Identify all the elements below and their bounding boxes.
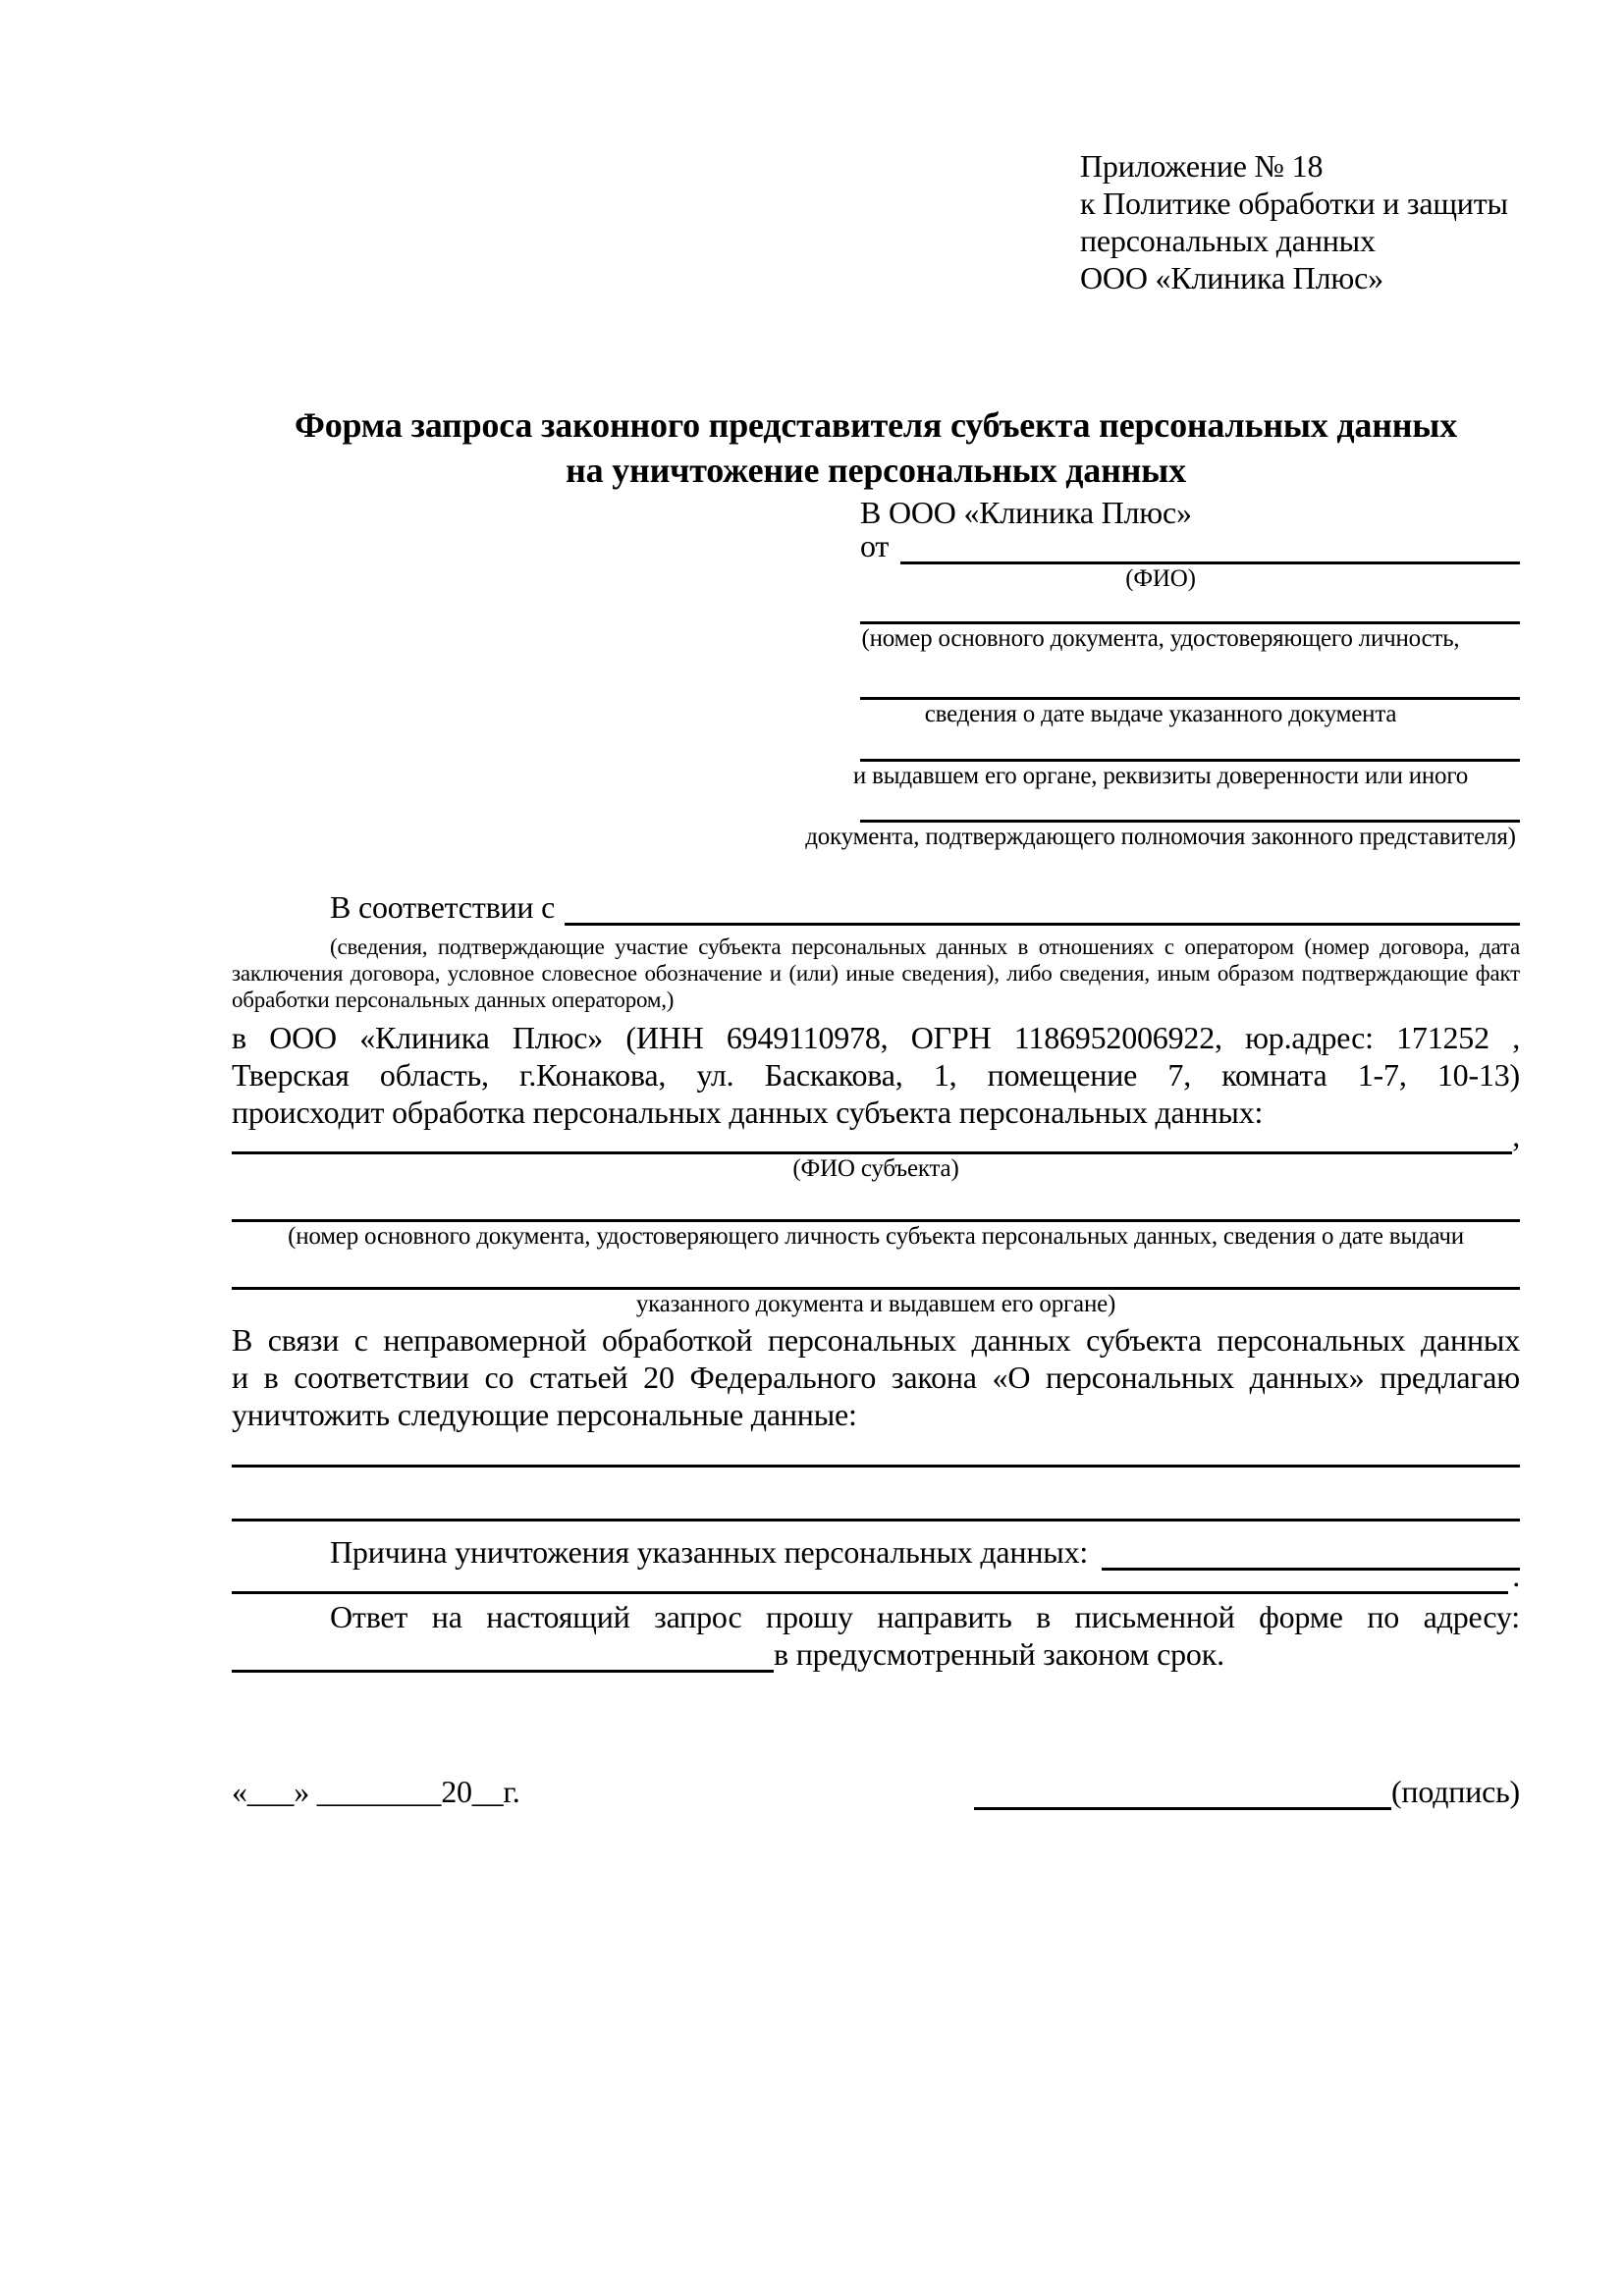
accordance-note-line-2: заключения договора, условное словесное обозначение и (или) иные сведения), либо сведения, иным образом подтверждающие факт [232, 961, 1520, 986]
document-body [232, 888, 1520, 1810]
document-title [232, 402, 1520, 493]
from-label: от [860, 528, 890, 563]
representative-doc-caption-2: сведения о дате выдаче указанного документа [924, 701, 1397, 727]
subject-doc-blank-1 [232, 1184, 1520, 1222]
from-blank-line [900, 536, 1520, 564]
subject-fio-suffix: , [1512, 1118, 1520, 1153]
appendix-number: Приложение № 18 [1080, 148, 1324, 184]
request-paragraph-line-3: уничтожить следующие персональные данные: [232, 1397, 857, 1432]
request-paragraph-line-2: и в соответствии со статьей 20 Федерального закона «О персональных данных» предлагаю [232, 1360, 1520, 1395]
subject-doc-caption-1: (номер основного документа, удостоверяющего личность субъекта персональных данных, сведения о дате выдачи [288, 1223, 1464, 1250]
response-term-text: в предусмотренный законом срок. [774, 1636, 1224, 1672]
response-address-field [232, 1635, 1520, 1673]
accordance-note-line-3: обработки персональных данных оператором,) [232, 988, 675, 1012]
reason-blank-line-2 [232, 1558, 1520, 1594]
representative-doc-blank-3 [860, 729, 1520, 762]
subject-doc-blank-2 [232, 1257, 1520, 1290]
subject-fio-blank-line [232, 1132, 1512, 1154]
accordance-label: В соответствии с [330, 889, 556, 925]
reason-blank-line-2-rule [232, 1572, 1508, 1594]
response-address-blank-line [232, 1644, 774, 1673]
signature-blank-line [974, 1780, 1391, 1810]
fio-caption: (ФИО) [1125, 565, 1196, 592]
reason-terminator: . [1512, 1558, 1520, 1593]
representative-doc-caption-4: документа, подтверждающего полномочия законного представителя) [805, 824, 1516, 850]
data-to-destroy-blank-2 [232, 1468, 1520, 1522]
addressee-organization: В ООО «Клиника Плюс» [860, 495, 1192, 530]
representative-doc-caption-3: и выдавшем его органе, реквизиты доверенности или иного [852, 763, 1469, 789]
representative-doc-blank-2 [860, 654, 1520, 700]
appendix-policy-line2: персональных данных [1080, 223, 1376, 258]
subject-fio-field [232, 1118, 1520, 1154]
appendix-policy-line: к Политике обработки и защиты [1080, 186, 1508, 221]
operator-paragraph-line-2: Тверская область, г.Конакова, ул. Баскакова, 1, помещение 7, комната 1-7, 10-13) [232, 1057, 1520, 1093]
title-line-1: Форма запроса законного представителя субъекта персональных данных [294, 405, 1458, 445]
date-blank: «___» ________20__г. [232, 1774, 520, 1809]
request-paragraph-line-1: В связи с неправомерной обработкой персональных данных субъекта персональных данных [232, 1322, 1520, 1358]
from-field [860, 528, 1520, 564]
representative-doc-blank-1 [860, 594, 1520, 624]
title-line-2: на уничтожение персональных данных [566, 451, 1186, 490]
accordance-blank-line [565, 897, 1520, 926]
reason-field [232, 1533, 1520, 1571]
appendix-organization: ООО «Клиника Плюс» [1080, 260, 1383, 295]
accordance-field [232, 888, 1520, 926]
reason-label: Причина уничтожения указанных персональных данных: [330, 1534, 1089, 1570]
signature-caption: (подпись) [1390, 1774, 1520, 1809]
subject-fio-caption: (ФИО субъекта) [792, 1155, 959, 1182]
data-to-destroy-blank-1 [232, 1433, 1520, 1468]
accordance-note [232, 934, 1520, 1013]
addressee-block [805, 494, 1520, 852]
operator-paragraph [232, 1019, 1520, 1131]
representative-doc-caption-1: (номер основного документа, удостоверяющего личность, [861, 625, 1460, 652]
signature-row [232, 1771, 1520, 1810]
subject-doc-caption-2: указанного документа и выдавшем его органе) [635, 1291, 1116, 1317]
reason-blank-line [1102, 1542, 1520, 1571]
response-request-line: Ответ на настоящий запрос прошу направить в письменной форме по адресу: [330, 1599, 1520, 1634]
operator-paragraph-line-1: в ООО «Клиника Плюс» (ИНН 6949110978, ОГРН 1186952006922, юр.адрес: 171252 , [232, 1020, 1520, 1055]
signature-field [974, 1773, 1520, 1810]
accordance-note-line-1: (сведения, подтверждающие участие субъекта персональных данных в отношениях с оператором (номер договора, дата [330, 934, 1520, 959]
appendix-header [1080, 147, 1508, 296]
representative-doc-blank-4 [860, 791, 1520, 823]
request-paragraph [232, 1321, 1520, 1433]
operator-paragraph-line-3: происходит обработка персональных данных субъекта персональных данных: [232, 1095, 1264, 1130]
